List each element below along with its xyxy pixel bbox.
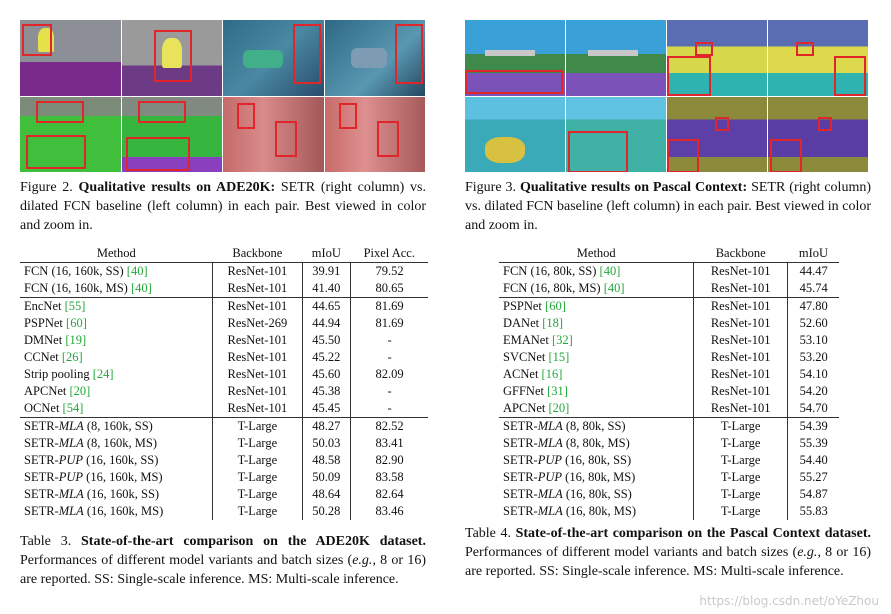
method-cell — [499, 452, 693, 469]
method-cell — [20, 435, 213, 452]
backbone-cell: ResNet-101 — [213, 298, 303, 316]
table3-text-end: , 8 or 16) are reported. SS: Single-scale inference. MS: Multi-scale inference. — [20, 553, 426, 587]
pixel-acc-cell: 81.69 — [351, 298, 428, 316]
figure3-tile — [667, 97, 767, 173]
table-row — [499, 315, 839, 332]
method-cell — [499, 315, 693, 332]
miou-cell: 47.80 — [788, 298, 839, 316]
pixel-acc-cell: 81.69 — [351, 315, 428, 332]
pixel-acc-cell: - — [351, 400, 428, 418]
method-name: GFFNet — [503, 384, 548, 398]
method-cell — [20, 315, 213, 332]
figure2-tile — [325, 20, 426, 96]
method-cell — [20, 452, 213, 469]
method-name: APCNet — [503, 401, 549, 415]
method-cell — [499, 263, 693, 281]
miou-cell: 55.83 — [788, 503, 839, 520]
figure3-label: Figure 3. — [465, 180, 517, 195]
column-header: Pixel Acc. — [351, 245, 428, 263]
method-cell — [499, 383, 693, 400]
figure3-tile — [566, 20, 666, 96]
table4 — [499, 245, 839, 520]
backbone-cell: ResNet-101 — [693, 263, 787, 281]
header-row — [20, 245, 428, 263]
method-cell — [20, 400, 213, 418]
pixel-acc-cell: 83.46 — [351, 503, 428, 520]
method-prefix: SETR- — [24, 487, 59, 501]
citation-link[interactable]: [18] — [542, 316, 564, 330]
table-row — [499, 452, 839, 469]
backbone-cell: ResNet-101 — [693, 400, 787, 418]
backbone-cell: T-Large — [693, 418, 787, 436]
miou-cell: 55.27 — [788, 469, 839, 486]
figure3-title: Qualitative results on Pascal Context: — [519, 180, 748, 195]
figure2-text: SETR (right column) vs. dilated FCN baseline (left column) in each pair. Best viewed in color and zoom in. — [20, 180, 426, 233]
figure3-tile — [465, 97, 565, 173]
table4-text-end: , 8 or 16) are reported. SS: Single-scale inference. MS: Multi-scale inference. — [465, 545, 871, 579]
pixel-acc-cell: 79.52 — [351, 263, 428, 281]
method-name: DMNet — [24, 333, 66, 347]
table-row — [20, 280, 428, 298]
method-cell — [20, 503, 213, 520]
miou-cell: 54.10 — [788, 366, 839, 383]
backbone-cell: ResNet-101 — [693, 366, 787, 383]
citation-link[interactable]: [40] — [130, 281, 152, 295]
pixel-acc-cell: 83.58 — [351, 469, 428, 486]
miou-cell: 45.22 — [302, 349, 350, 366]
method-prefix: SETR- — [503, 436, 538, 450]
miou-cell: 52.60 — [788, 315, 839, 332]
method-variant: MLA — [537, 436, 563, 450]
backbone-cell: ResNet-101 — [693, 332, 787, 349]
method-variant: MLA — [537, 487, 563, 501]
table-row — [20, 418, 428, 436]
pixel-acc-cell: 82.64 — [351, 486, 428, 503]
miou-cell: 45.45 — [302, 400, 350, 418]
method-prefix: SETR- — [24, 504, 59, 518]
backbone-cell: ResNet-101 — [213, 280, 303, 298]
method-name: APCNet — [24, 384, 70, 398]
column-header: mIoU — [302, 245, 350, 263]
method-cell — [499, 486, 693, 503]
miou-cell: 54.70 — [788, 400, 839, 418]
method-name: FCN (16, 80k, MS) — [503, 281, 604, 295]
table-row — [20, 486, 428, 503]
method-name: (8, 160k, SS) — [83, 419, 153, 433]
miou-cell: 44.65 — [302, 298, 350, 316]
method-cell — [499, 366, 693, 383]
method-name: FCN (16, 160k, SS) — [24, 264, 127, 278]
method-name: PSPNet — [503, 299, 546, 313]
figure3-tile — [465, 20, 565, 96]
backbone-cell: T-Large — [693, 486, 787, 503]
backbone-cell: ResNet-101 — [693, 315, 787, 332]
backbone-cell: ResNet-101 — [213, 263, 303, 281]
table-row — [499, 418, 839, 436]
pixel-acc-cell: - — [351, 383, 428, 400]
citation-link[interactable]: [19] — [65, 333, 87, 347]
table4-text: Performances of different model variants and batch sizes ( — [465, 545, 798, 560]
method-variant: MLA — [58, 504, 84, 518]
miou-cell: 53.20 — [788, 349, 839, 366]
table-row — [499, 503, 839, 520]
table4-eg: e.g. — [797, 545, 818, 560]
column-header: mIoU — [788, 245, 839, 263]
method-name: EMANet — [503, 333, 552, 347]
figure2-tile — [223, 20, 324, 96]
method-variant: MLA — [537, 504, 563, 518]
table-row — [499, 435, 839, 452]
citation-link[interactable]: [20] — [548, 401, 570, 415]
table-row — [499, 383, 839, 400]
figure2-caption — [20, 178, 426, 235]
figure2-tile — [223, 97, 324, 173]
table3-text: Performances of different model variants and batch sizes ( — [20, 553, 353, 568]
citation-link[interactable]: [20] — [69, 384, 91, 398]
table-row — [499, 486, 839, 503]
pixel-acc-cell: 80.65 — [351, 280, 428, 298]
table4-label: Table 4. — [465, 526, 511, 541]
table-row — [20, 263, 428, 281]
backbone-cell: T-Large — [693, 503, 787, 520]
method-cell — [20, 383, 213, 400]
method-prefix: SETR- — [24, 436, 59, 450]
method-prefix: SETR- — [24, 419, 59, 433]
table-row — [20, 383, 428, 400]
method-cell — [20, 418, 213, 436]
miou-cell: 45.60 — [302, 366, 350, 383]
table-row — [20, 435, 428, 452]
method-name: OCNet — [24, 401, 63, 415]
figure2-image — [20, 20, 425, 172]
citation-link[interactable]: [31] — [547, 384, 568, 398]
method-variant: MLA — [58, 419, 84, 433]
method-variant: PUP — [58, 470, 84, 484]
citation-link[interactable]: [60] — [66, 316, 87, 330]
miou-cell: 54.39 — [788, 418, 839, 436]
table-row — [499, 280, 839, 298]
method-name: (16, 160k, MS) — [83, 504, 164, 518]
method-name: (8, 80k, MS) — [562, 436, 630, 450]
table4-caption — [465, 524, 871, 581]
backbone-cell: ResNet-101 — [693, 280, 787, 298]
figure3-caption — [465, 178, 871, 235]
method-name: SVCNet — [503, 350, 549, 364]
miou-cell: 48.64 — [302, 486, 350, 503]
citation-link[interactable]: [60] — [545, 299, 566, 313]
method-cell — [499, 469, 693, 486]
column-header: Backbone — [693, 245, 787, 263]
backbone-cell: T-Large — [693, 469, 787, 486]
method-cell — [499, 418, 693, 436]
table-row — [20, 503, 428, 520]
miou-cell: 48.27 — [302, 418, 350, 436]
method-cell — [499, 332, 693, 349]
method-name: (16, 160k, SS) — [83, 453, 159, 467]
table-row — [499, 263, 839, 281]
method-name: CCNet — [24, 350, 62, 364]
miou-cell: 39.91 — [302, 263, 350, 281]
figure2-tile — [122, 97, 223, 173]
pixel-acc-cell: 82.09 — [351, 366, 428, 383]
miou-cell: 50.28 — [302, 503, 350, 520]
method-name: ACNet — [503, 367, 542, 381]
method-prefix: SETR- — [503, 504, 538, 518]
figure2-tile — [20, 20, 121, 96]
method-prefix: SETR- — [503, 419, 538, 433]
method-name: (16, 160k, MS) — [83, 470, 163, 484]
backbone-cell: T-Large — [213, 435, 303, 452]
table-row — [499, 469, 839, 486]
backbone-cell: ResNet-101 — [213, 383, 303, 400]
miou-cell: 45.50 — [302, 332, 350, 349]
method-cell — [499, 400, 693, 418]
backbone-cell: ResNet-101 — [213, 349, 303, 366]
citation-link[interactable]: [24] — [92, 367, 114, 381]
method-name: (8, 80k, SS) — [562, 419, 626, 433]
table-row — [499, 298, 839, 316]
method-prefix: SETR- — [503, 453, 538, 467]
method-name: (16, 80k, SS) — [562, 453, 632, 467]
pixel-acc-cell: 82.52 — [351, 418, 428, 436]
miou-cell: 54.40 — [788, 452, 839, 469]
header-row — [499, 245, 839, 263]
figure2-tile — [20, 97, 121, 173]
miou-cell: 50.03 — [302, 435, 350, 452]
method-prefix: SETR- — [24, 453, 59, 467]
table-row — [20, 315, 428, 332]
pixel-acc-cell: 83.41 — [351, 435, 428, 452]
method-prefix: SETR- — [503, 487, 538, 501]
table-row — [499, 400, 839, 418]
citation-link[interactable]: [40] — [599, 264, 621, 278]
method-cell — [20, 332, 213, 349]
figure2-tile — [325, 97, 426, 173]
method-cell — [499, 435, 693, 452]
miou-cell: 48.58 — [302, 452, 350, 469]
method-name: DANet — [503, 316, 543, 330]
watermark: https://blog.csdn.net/oYeZhou — [699, 594, 879, 608]
figure3-tile — [566, 97, 666, 173]
method-name: Strip pooling — [24, 367, 93, 381]
method-variant: PUP — [58, 453, 84, 467]
figure3-text: SETR (right column) vs. dilated FCN baseline (left column) in each pair. Best viewed in color and zoom in. — [465, 180, 871, 233]
table-row — [20, 366, 428, 383]
method-prefix: SETR- — [24, 470, 59, 484]
pixel-acc-cell: - — [351, 349, 428, 366]
backbone-cell: T-Large — [213, 503, 303, 520]
method-cell — [499, 503, 693, 520]
table-row — [499, 366, 839, 383]
backbone-cell: ResNet-101 — [693, 383, 787, 400]
backbone-cell: ResNet-101 — [693, 349, 787, 366]
miou-cell: 50.09 — [302, 469, 350, 486]
table3-label: Table 3. — [20, 534, 72, 549]
table-row — [499, 332, 839, 349]
method-name: EncNet — [24, 299, 65, 313]
miou-cell: 44.47 — [788, 263, 839, 281]
pixel-acc-cell: - — [351, 332, 428, 349]
table-row — [20, 469, 428, 486]
citation-link[interactable]: [40] — [126, 264, 148, 278]
miou-cell: 45.38 — [302, 383, 350, 400]
column-header: Method — [20, 245, 213, 263]
table3-caption — [20, 532, 426, 589]
method-name: FCN (16, 80k, SS) — [503, 264, 600, 278]
backbone-cell: T-Large — [693, 452, 787, 469]
pixel-acc-cell: 82.90 — [351, 452, 428, 469]
figure3-tile — [768, 97, 868, 173]
table-row — [20, 332, 428, 349]
column-header: Method — [499, 245, 693, 263]
method-variant: MLA — [537, 419, 563, 433]
miou-cell: 54.20 — [788, 383, 839, 400]
backbone-cell: T-Large — [213, 469, 303, 486]
method-name: (16, 80k, MS) — [562, 504, 637, 518]
table-row — [20, 400, 428, 418]
table4-title: State-of-the-art comparison on the Pascal Context dataset. — [515, 526, 871, 541]
miou-cell: 53.10 — [788, 332, 839, 349]
table3-eg: e.g. — [352, 553, 373, 568]
method-name: (16, 160k, SS) — [83, 487, 160, 501]
backbone-cell: ResNet-101 — [213, 400, 303, 418]
column-header: Backbone — [213, 245, 303, 263]
table3 — [20, 245, 428, 520]
miou-cell: 44.94 — [302, 315, 350, 332]
miou-cell: 45.74 — [788, 280, 839, 298]
figure2-label: Figure 2. — [20, 180, 73, 195]
method-cell — [20, 298, 213, 316]
figure3-tile — [768, 20, 868, 96]
backbone-cell: T-Large — [693, 435, 787, 452]
method-cell — [499, 298, 693, 316]
backbone-cell: T-Large — [213, 486, 303, 503]
method-name: (16, 80k, MS) — [562, 470, 636, 484]
citation-link[interactable]: [16] — [541, 367, 563, 381]
method-cell — [499, 349, 693, 366]
backbone-cell: T-Large — [213, 452, 303, 469]
figure3-tile — [667, 20, 767, 96]
citation-link[interactable]: [54] — [62, 401, 84, 415]
method-name: PSPNet — [24, 316, 67, 330]
citation-link[interactable]: [40] — [603, 281, 625, 295]
miou-cell: 55.39 — [788, 435, 839, 452]
figure3-image — [465, 20, 868, 172]
backbone-cell: ResNet-269 — [213, 315, 303, 332]
miou-cell: 54.87 — [788, 486, 839, 503]
table-row — [499, 349, 839, 366]
table-row — [20, 298, 428, 316]
backbone-cell: ResNet-101 — [693, 298, 787, 316]
backbone-cell: T-Large — [213, 418, 303, 436]
method-cell — [20, 486, 213, 503]
table-row — [20, 452, 428, 469]
method-cell — [20, 469, 213, 486]
method-cell — [20, 280, 213, 298]
miou-cell: 41.40 — [302, 280, 350, 298]
backbone-cell: ResNet-101 — [213, 366, 303, 383]
citation-link[interactable]: [15] — [548, 350, 570, 364]
method-variant: PUP — [537, 470, 563, 484]
method-name: (8, 160k, MS) — [83, 436, 158, 450]
backbone-cell: ResNet-101 — [213, 332, 303, 349]
citation-link[interactable]: [32] — [551, 333, 573, 347]
method-prefix: SETR- — [503, 470, 538, 484]
method-cell — [499, 280, 693, 298]
method-variant: MLA — [58, 487, 84, 501]
method-cell — [20, 349, 213, 366]
method-cell — [20, 366, 213, 383]
figure2-title: Qualitative results on ADE20K: — [78, 180, 276, 195]
method-name: FCN (16, 160k, MS) — [24, 281, 131, 295]
figure2-tile — [122, 20, 223, 96]
citation-link[interactable]: [26] — [61, 350, 83, 364]
citation-link[interactable]: [55] — [64, 299, 86, 313]
method-variant: MLA — [58, 436, 84, 450]
table-row — [20, 349, 428, 366]
method-cell — [20, 263, 213, 281]
table3-title: State-of-the-art comparison on the ADE20K dataset. — [81, 534, 426, 549]
method-name: (16, 80k, SS) — [562, 487, 632, 501]
method-variant: PUP — [537, 453, 563, 467]
